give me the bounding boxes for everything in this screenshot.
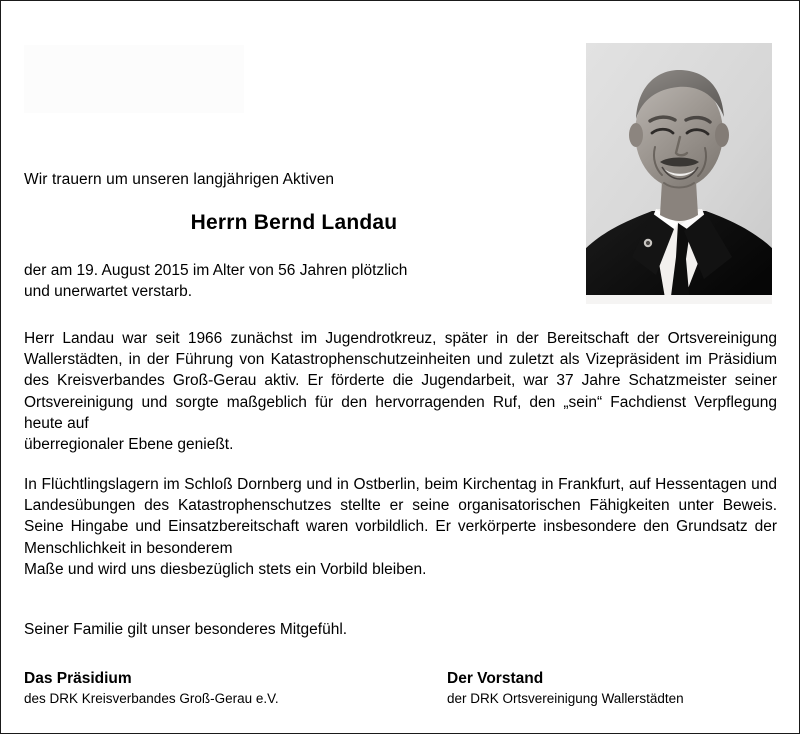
- notice-text-column: [24, 1, 777, 734]
- body-paragraph-2: [24, 474, 777, 580]
- signature-right-title: Der Vorstand: [447, 670, 544, 687]
- signature-right: [447, 669, 777, 708]
- condolence-line: Seiner Familie gilt unser besonderes Mitgefühl.: [24, 621, 348, 638]
- body-paragraph-2-end: Maße und wird uns diesbezüglich stets ein Vorbild bleiben.: [24, 560, 427, 578]
- deceased-name: Herrn Bernd Landau: [190, 211, 398, 234]
- death-info-line-1: der am 19. August 2015 im Alter von 56 Jahren plötzlich: [24, 262, 408, 279]
- body-paragraph-2-main: In Flüchtlingslagern im Schloß Dornberg und in Ostberlin, beim Kirchentag in Frankfurt, auf Hessentagen und Landesübungen des Katastrophenschutzes stellte er seine organisatorischen Fähigkeiten unter Beweis. Seine Hingabe und Einsatzbereitschaft waren vorbildlich. Er verkörperte insbesondere den Grundsatz der Menschlichkeit in besonderem: [24, 476, 777, 557]
- body-paragraph-1-main: Herr Landau war seit 1966 zunächst im Jugendrotkreuz, später in der Bereitschaft der Ortsvereinigung Wallerstädten, in der Führung von Katastrophenschutzeinheiten und zuletzt als Vizepräsident im Präsidium des Kreisverbandes Groß-Gerau aktiv. Er förderte die Jugendarbeit, war 37 Jahre Schatzmeister seiner Ortsvereinigung und sorgte maßgeblich für den hervorragenden Ruf, den „sein“ Fachdienst Verpflegung heute auf: [24, 330, 777, 432]
- signature-left-title: Das Präsidium: [24, 670, 132, 687]
- signature-left-subtitle: des DRK Kreisverbandes Groß-Gerau e.V.: [24, 691, 279, 706]
- body-paragraph-1: [24, 328, 777, 455]
- signature-left: [24, 669, 447, 708]
- body-paragraph-1-end: überregionaler Ebene genießt.: [24, 436, 234, 454]
- intro-line: Wir trauern um unseren langjährigen Aktiven: [24, 171, 335, 188]
- signature-right-subtitle: der DRK Ortsvereinigung Wallerstädten: [447, 691, 684, 706]
- death-info-line-2: und unerwartet verstarb.: [24, 283, 193, 300]
- signature-block: [24, 669, 777, 708]
- death-info: [24, 260, 570, 302]
